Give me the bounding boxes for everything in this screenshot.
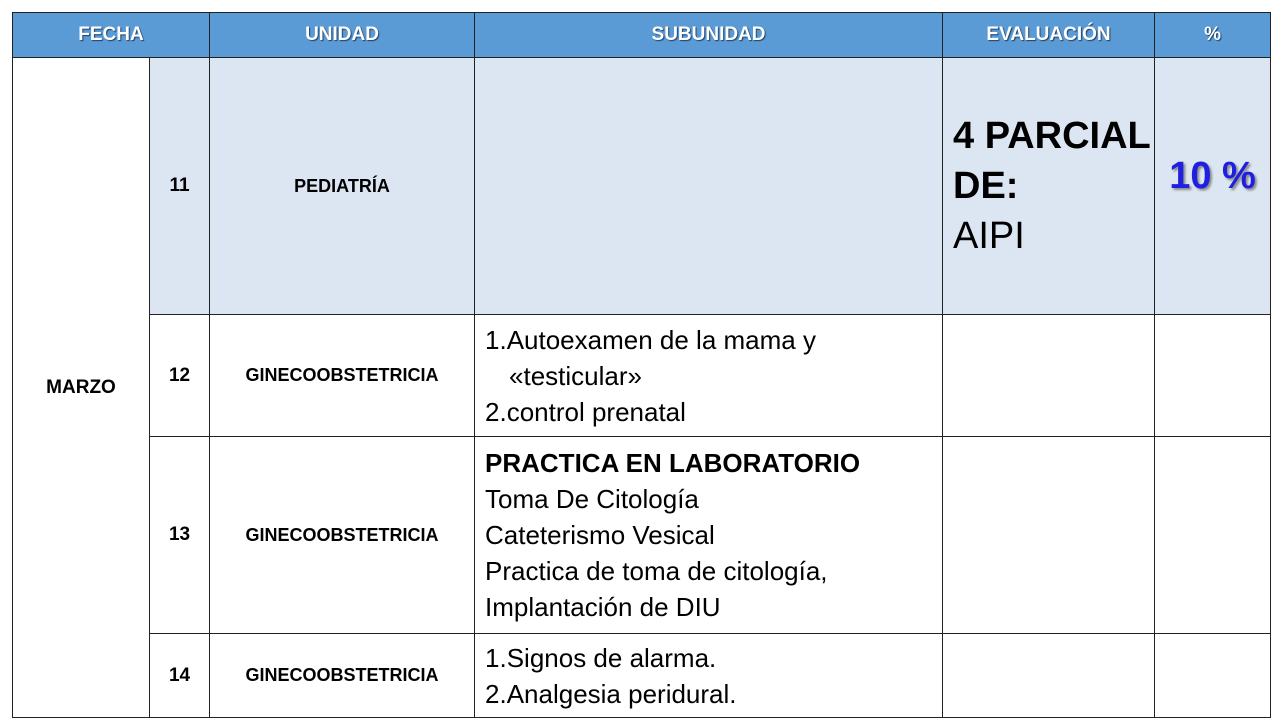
evaluation-cell bbox=[943, 634, 1155, 718]
subunit-cell bbox=[475, 315, 943, 437]
unit-cell: GINECOOBSTETRICIA bbox=[210, 437, 475, 634]
subunit-heading: PRACTICA EN LABORATORIO bbox=[485, 448, 861, 478]
percent-value: 10 % bbox=[1169, 154, 1256, 197]
subunit-line: Toma De Citología bbox=[485, 484, 699, 514]
unit-cell: GINECOOBSTETRICIA bbox=[210, 315, 475, 437]
subunit-line: Implantación de DIU bbox=[485, 592, 721, 622]
header-row bbox=[13, 13, 1271, 58]
evaluation-cell bbox=[943, 58, 1155, 315]
day-number: 13 bbox=[150, 437, 210, 634]
evaluation-title: 4 PARCIAL bbox=[953, 115, 1151, 157]
subunit-line: 2.Analgesia peridural. bbox=[485, 678, 737, 709]
subunit-line: Practica de toma de citología, bbox=[485, 556, 828, 586]
day-number: 11 bbox=[150, 58, 210, 315]
subunit-line: «testicular» bbox=[509, 360, 642, 391]
percent-cell bbox=[1155, 58, 1271, 315]
evaluation-title-suffix: DE: bbox=[953, 165, 1019, 207]
subunit-line: 2.control prenatal bbox=[485, 396, 686, 427]
header-porcentaje: % bbox=[1155, 13, 1271, 58]
header-unidad: UNIDAD bbox=[210, 13, 475, 58]
month-cell: MARZO bbox=[13, 58, 150, 718]
header-evaluacion: EVALUACIÓN bbox=[943, 13, 1155, 58]
evaluation-cell bbox=[943, 315, 1155, 437]
percent-cell bbox=[1155, 437, 1271, 634]
evaluation-cell bbox=[943, 437, 1155, 634]
table-row bbox=[13, 58, 1271, 315]
day-number: 12 bbox=[150, 315, 210, 437]
percent-cell bbox=[1155, 315, 1271, 437]
header-fecha: FECHA bbox=[13, 13, 210, 58]
evaluation-name: AIPI bbox=[953, 215, 1025, 257]
unit-cell: GINECOOBSTETRICIA bbox=[210, 634, 475, 718]
day-number: 14 bbox=[150, 634, 210, 718]
table-row bbox=[13, 315, 1271, 437]
table-row bbox=[13, 437, 1271, 634]
subunit-cell bbox=[475, 437, 943, 634]
subunit-line: 1.Signos de alarma. bbox=[485, 642, 717, 673]
subunit-cell bbox=[475, 58, 943, 315]
table-row bbox=[13, 634, 1271, 718]
header-subunidad: SUBUNIDAD bbox=[475, 13, 943, 58]
unit-cell: PEDIATRÍA bbox=[210, 58, 475, 315]
schedule-table bbox=[12, 12, 1271, 718]
percent-cell bbox=[1155, 634, 1271, 718]
subunit-cell bbox=[475, 634, 943, 718]
subunit-line: Cateterismo Vesical bbox=[485, 520, 715, 550]
subunit-line: 1.Autoexamen de la mama y bbox=[485, 324, 816, 355]
